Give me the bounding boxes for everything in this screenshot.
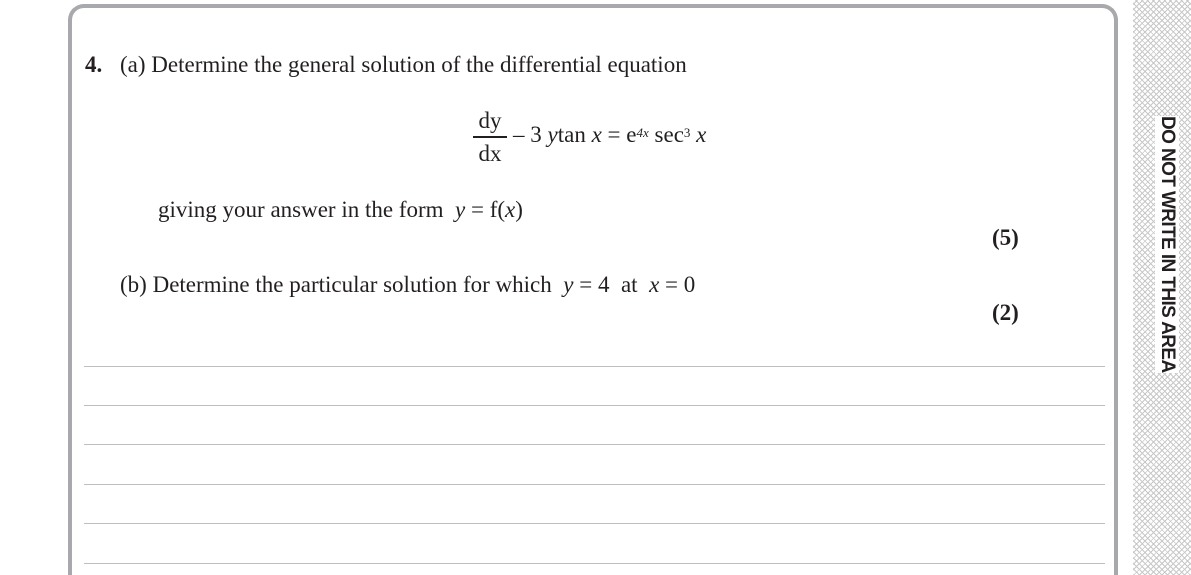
- cond-y-val: = 4: [579, 272, 610, 297]
- fraction-bar: [473, 136, 507, 138]
- part-b-label: (b): [120, 272, 147, 297]
- eq-equals: =: [607, 122, 621, 147]
- answer-line[interactable]: [84, 444, 1105, 445]
- part-a-text: Determine the general solution of the differential equation: [151, 52, 687, 77]
- eq-exp-power: 4x: [636, 125, 649, 140]
- instruction-text: giving your answer in the form: [158, 197, 444, 222]
- cond-at: at: [620, 272, 638, 297]
- answer-line[interactable]: [84, 405, 1105, 406]
- fraction-denominator: dx: [478, 140, 502, 166]
- part-b-prompt: [120, 271, 695, 299]
- eq-tan: tan: [557, 122, 586, 147]
- eq-sec: sec: [654, 122, 684, 147]
- cond-x-val: = 0: [665, 272, 696, 297]
- form-x: x: [505, 197, 516, 222]
- part-b-marks: (2): [992, 300, 1019, 325]
- part-a-label: (a): [120, 52, 146, 77]
- answer-line[interactable]: [84, 484, 1105, 485]
- eq-exp-base: e: [626, 122, 637, 147]
- eq-sec-power: 3: [683, 125, 691, 140]
- equation-rhs: [513, 121, 706, 149]
- form-y: y: [455, 197, 466, 222]
- part-a-marks: (5): [992, 225, 1019, 250]
- derivative-fraction: [473, 107, 507, 167]
- eq-x-end: x: [696, 122, 707, 147]
- margin-warning: DO NOT WRITE IN THIS AREA: [1157, 116, 1178, 373]
- eq-y: y: [547, 122, 558, 147]
- cond-y: y: [563, 272, 574, 297]
- cond-x: x: [649, 272, 660, 297]
- question-number: 4.: [85, 52, 103, 77]
- part-b-text: Determine the particular solution for which: [152, 272, 552, 297]
- part-a-instruction: [158, 196, 523, 224]
- fraction-numerator: dy: [478, 108, 502, 133]
- form-close: ): [515, 197, 523, 222]
- form-rest: = f(: [471, 197, 506, 222]
- answer-line[interactable]: [84, 366, 1105, 367]
- eq-minus-three: – 3: [513, 122, 542, 147]
- eq-x: x: [591, 122, 602, 147]
- answer-line[interactable]: [84, 523, 1105, 524]
- part-a-prompt: [120, 51, 687, 79]
- answer-line[interactable]: [84, 563, 1105, 564]
